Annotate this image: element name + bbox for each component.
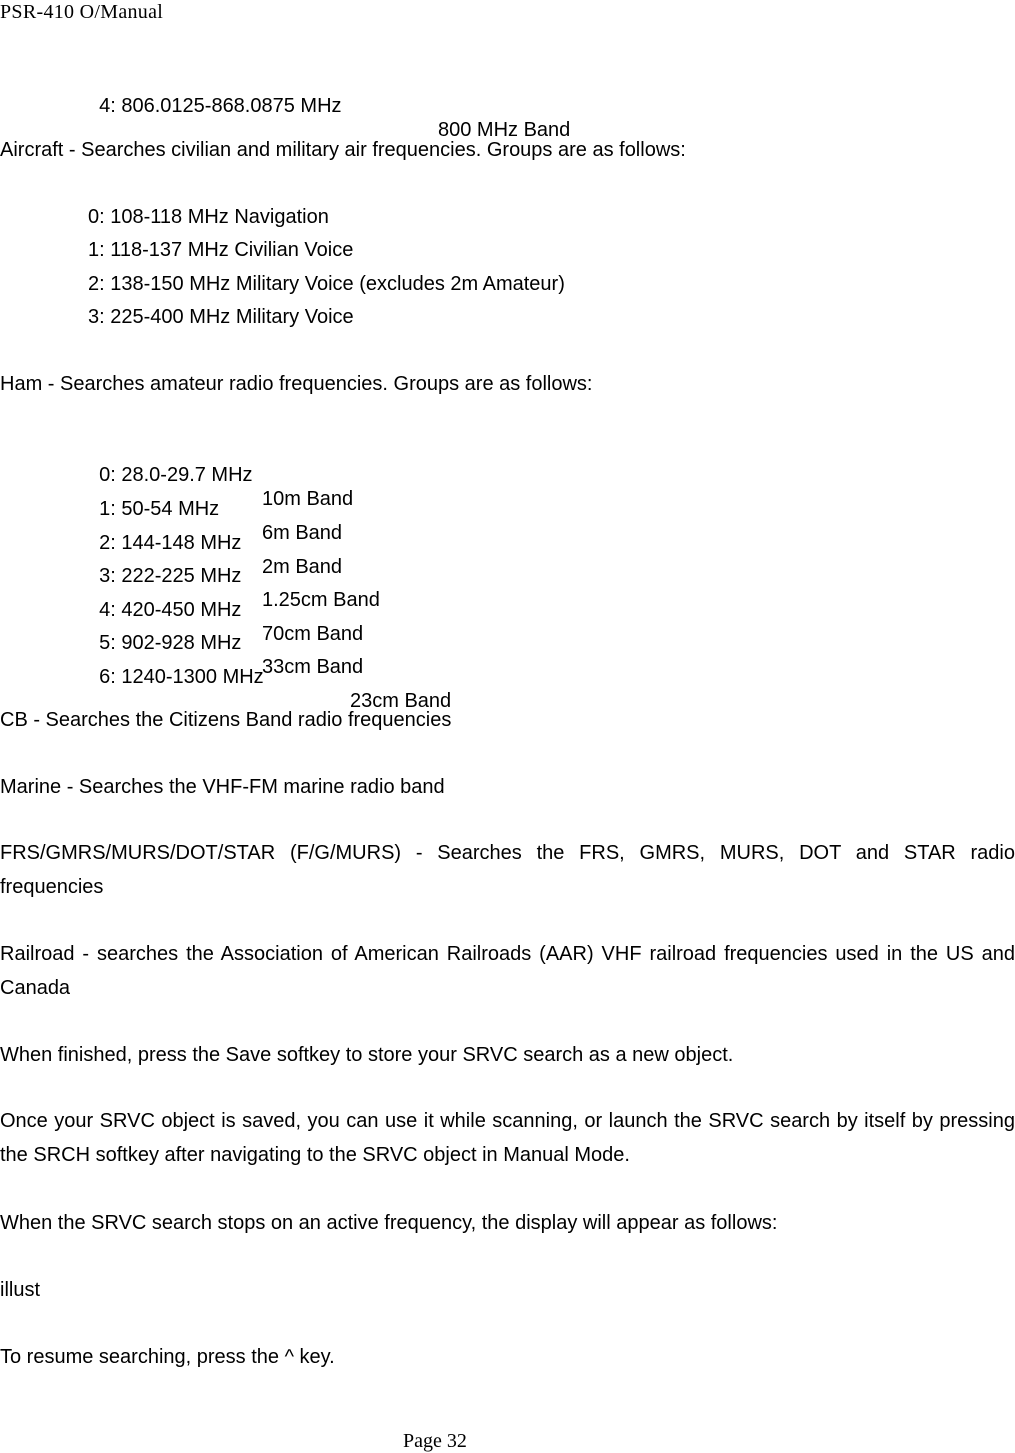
list-item-800mhz [88,70,571,142]
marine-paragraph: Marine - Searches the VHF-FM marine radio band [0,776,445,798]
frequency-range: 0: 28.0-29.7 MHz [99,464,253,486]
resume-paragraph: To resume searching, press the ^ key. [0,1346,335,1368]
band-label: 2m Band [262,556,343,578]
frequency-range: 3: 222-225 MHz [99,565,242,587]
illustration-placeholder: illust [0,1279,41,1301]
aircraft-group: 2: 138-150 MHz Military Voice (excludes 2m Amateur) [88,273,565,295]
band-label: 1.25cm Band [262,589,380,611]
frequency-range: 4: 420-450 MHz [99,599,242,621]
stops-paragraph: When the SRVC search stops on an active frequency, the display will appear as follows: [0,1212,778,1234]
band-label: 6m Band [262,522,343,544]
band-label: 70cm Band [262,623,364,645]
page-header: PSR-410 O/Manual [0,1,164,23]
band-label: 10m Band [262,488,354,510]
frequency-range: 4: 806.0125-868.0875 MHz [99,95,342,117]
once-saved-paragraph: Once your SRVC object is saved, you can use it while scanning, or launch the SRVC search by itself by pressing the SRCH softkey after navigating to the SRVC object in Manual Mode. [0,1110,1015,1166]
aircraft-group: 3: 225-400 MHz Military Voice [88,306,354,328]
band-label: 800 MHz Band [438,119,571,141]
cb-paragraph: CB - Searches the Citizens Band radio frequencies [0,709,452,731]
aircraft-group: 0: 108-118 MHz Navigation [88,206,329,228]
page-number: Page 32 [403,1430,467,1452]
frequency-range: 6: 1240-1300 MHz [99,666,264,688]
ham-intro: Ham - Searches amateur radio frequencies. Groups are as follows: [0,373,593,395]
aircraft-intro: Aircraft - Searches civilian and military air frequencies. Groups are as follows: [0,139,686,161]
band-label: 23cm Band [350,690,452,712]
railroad-paragraph: Railroad - searches the Association of American Railroads (AAR) VHF railroad frequencies used in the US and Canada [0,943,1015,999]
band-label: 33cm Band [262,656,364,678]
frs-paragraph: FRS/GMRS/MURS/DOT/STAR (F/G/MURS) - Searches the FRS, GMRS, MURS, DOT and STAR radio frequencies [0,842,1015,898]
frequency-range: 1: 50-54 MHz [99,498,220,520]
save-paragraph: When finished, press the Save softkey to store your SRVC search as a new object. [0,1044,734,1066]
frequency-range: 2: 144-148 MHz [99,532,242,554]
aircraft-group: 1: 118-137 MHz Civilian Voice [88,239,354,261]
frequency-range: 5: 902-928 MHz [99,632,242,654]
